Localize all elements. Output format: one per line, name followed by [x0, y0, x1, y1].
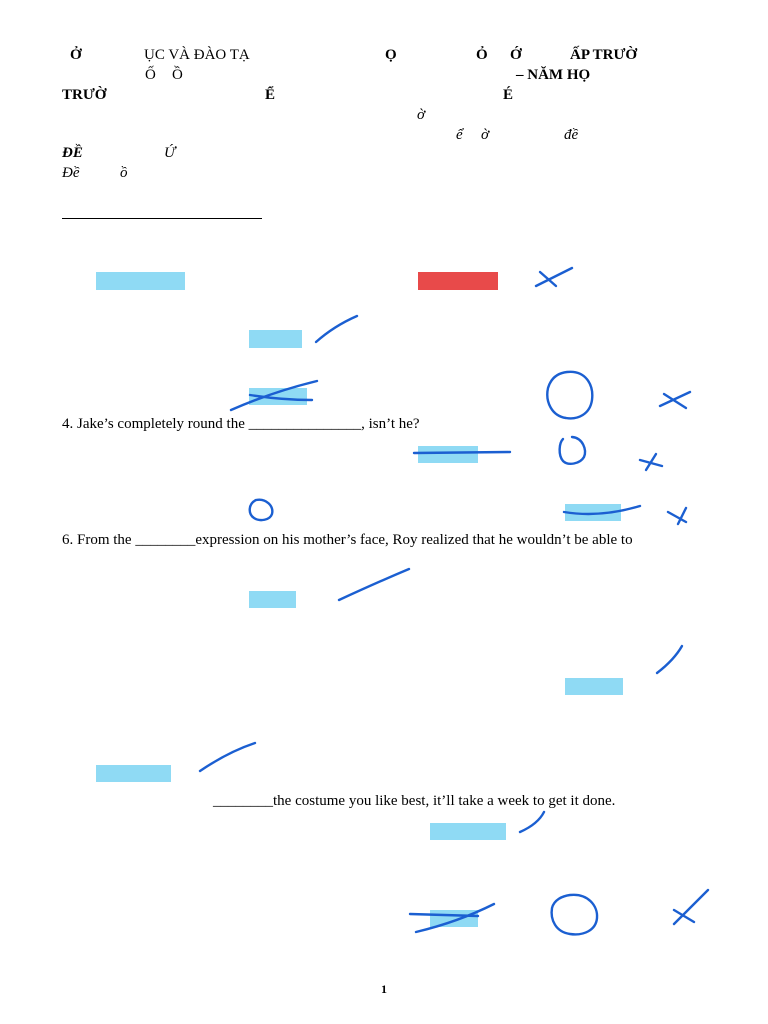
answer-highlight [249, 330, 302, 348]
header-fragment: ể [456, 127, 463, 143]
circle-mark-icon [250, 500, 273, 520]
header-fragment: – NĂM HỌ [516, 67, 591, 83]
circle-mark-icon [560, 437, 585, 464]
header-fragment: ẤP TRƯỜ [570, 47, 638, 63]
answer-highlight [96, 765, 171, 782]
check-mark-icon [339, 569, 409, 600]
answer-highlight [430, 823, 506, 840]
header-fragment: Ỏ [476, 47, 488, 63]
answer-highlight [418, 446, 478, 463]
question-costume: ________the costume you like best, it’ll take a week to get it done. [213, 793, 616, 809]
header-fragment: ồ [120, 165, 128, 181]
header-fragment: ờ [417, 107, 426, 123]
header-fragment: Ọ [385, 47, 397, 63]
header-fragment: ĐỀ [62, 145, 83, 161]
answer-highlight [430, 910, 478, 927]
header-fragment: Đề [62, 165, 80, 181]
header-fragment: TRƯỜ [62, 87, 107, 103]
header-fragment: ờ [481, 127, 490, 143]
cross-mark-icon [660, 392, 690, 408]
name-blank-line [62, 218, 262, 219]
check-mark-icon [657, 646, 682, 673]
header-fragment: ỤC VÀ ĐÀO TẠ [144, 47, 250, 63]
header-fragment: đề [564, 127, 579, 143]
cross-mark-icon [640, 454, 662, 470]
cross-mark-icon [536, 268, 572, 286]
check-mark-icon [316, 316, 357, 342]
cross-mark-icon [674, 890, 708, 924]
circle-mark-icon [547, 372, 592, 419]
check-mark-icon [520, 812, 544, 832]
header-fragment: Ớ [510, 47, 522, 63]
question-6: 6. From the ________expression on his mother’s face, Roy realized that he wouldn’t be able to [62, 532, 633, 548]
answer-highlight [565, 504, 621, 521]
wrong-answer-highlight [418, 272, 498, 290]
answer-highlight [565, 678, 623, 695]
circle-mark-icon [552, 895, 597, 935]
header-fragment: É [503, 87, 514, 103]
answer-highlight [249, 591, 296, 608]
cross-mark-icon [668, 508, 686, 524]
answer-highlight [249, 388, 307, 405]
header-fragment: Ứ [164, 145, 176, 161]
check-mark-icon [200, 743, 255, 771]
question-4: 4. Jake’s completely round the _______________, isn’t he? [62, 416, 420, 432]
page-number: 1 [381, 982, 387, 996]
header-fragment: Ở [70, 47, 82, 63]
header-fragment: Ể [265, 87, 276, 103]
header-fragment: Ồ [172, 67, 183, 83]
header-fragment: Ố [145, 67, 156, 83]
answer-highlight [96, 272, 185, 290]
